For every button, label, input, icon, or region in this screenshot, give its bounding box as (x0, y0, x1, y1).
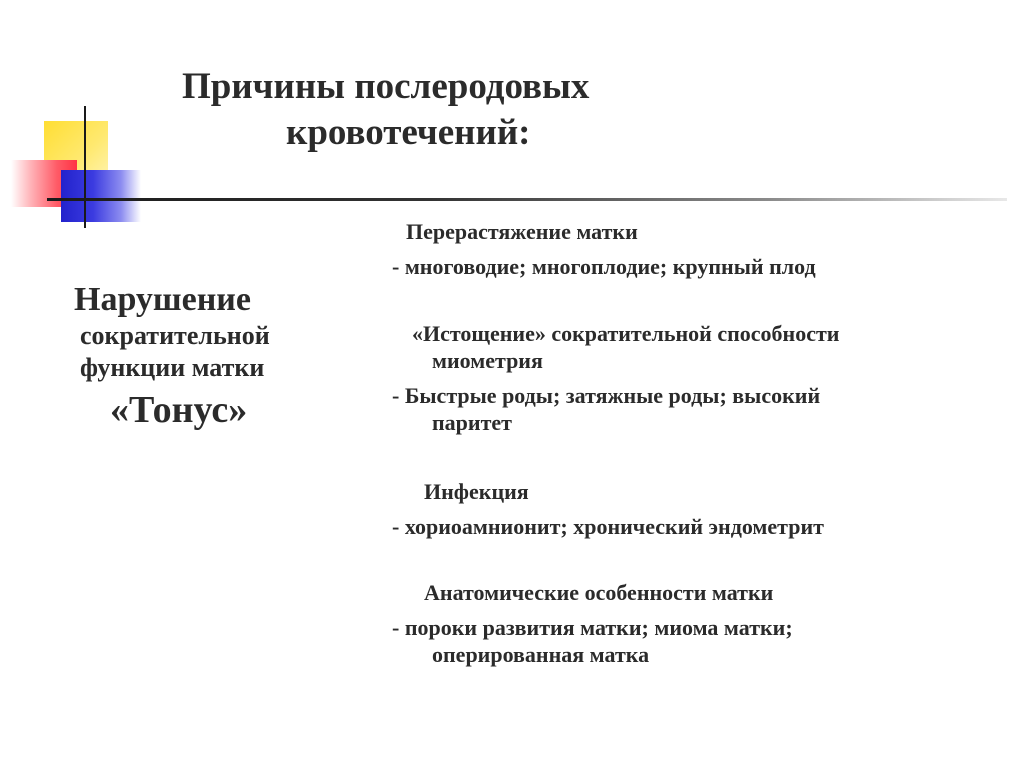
title-underline-rule (47, 198, 1007, 201)
cause-detail-line-2: паритет (432, 410, 512, 435)
cause-item-anatomical (392, 579, 1012, 668)
cause-detail: - многоводие; многоплодие; крупный плод (392, 254, 816, 279)
cause-heading: Перерастяжение матки (406, 219, 638, 244)
cause-detail-line-1: - пороки развития матки; миома матки; (392, 615, 793, 640)
main-category-block (60, 280, 360, 433)
cause-detail-line-1: - Быстрые роды; затяжные роды; высокий (392, 383, 821, 408)
title-line-1: Причины послеродовых (182, 66, 590, 107)
category-subtitle-line-2: функции матки (80, 353, 265, 382)
blue-square-decoration (61, 170, 141, 222)
slide-title (160, 64, 720, 156)
category-subtitle-line-1: сократительной (80, 321, 270, 350)
cause-item-overdistension (392, 218, 1012, 280)
cause-heading-line-1: «Истощение» сократительной способности (412, 321, 840, 346)
vertical-rule (84, 106, 86, 228)
cause-item-exhaustion (392, 320, 1012, 436)
category-heading: Нарушение (74, 281, 251, 318)
category-label-tonus: «Тонус» (110, 389, 248, 431)
cause-heading-line-2: миометрия (432, 348, 543, 373)
title-line-2: кровотечений: (286, 112, 531, 153)
cause-heading: Анатомические особенности матки (424, 580, 774, 605)
cause-heading: Инфекция (424, 479, 529, 504)
cause-item-infection (392, 478, 1012, 540)
cause-detail: - хориоамнионит; хронический эндометрит (392, 514, 824, 539)
cause-detail-line-2: оперированная матка (432, 642, 650, 667)
